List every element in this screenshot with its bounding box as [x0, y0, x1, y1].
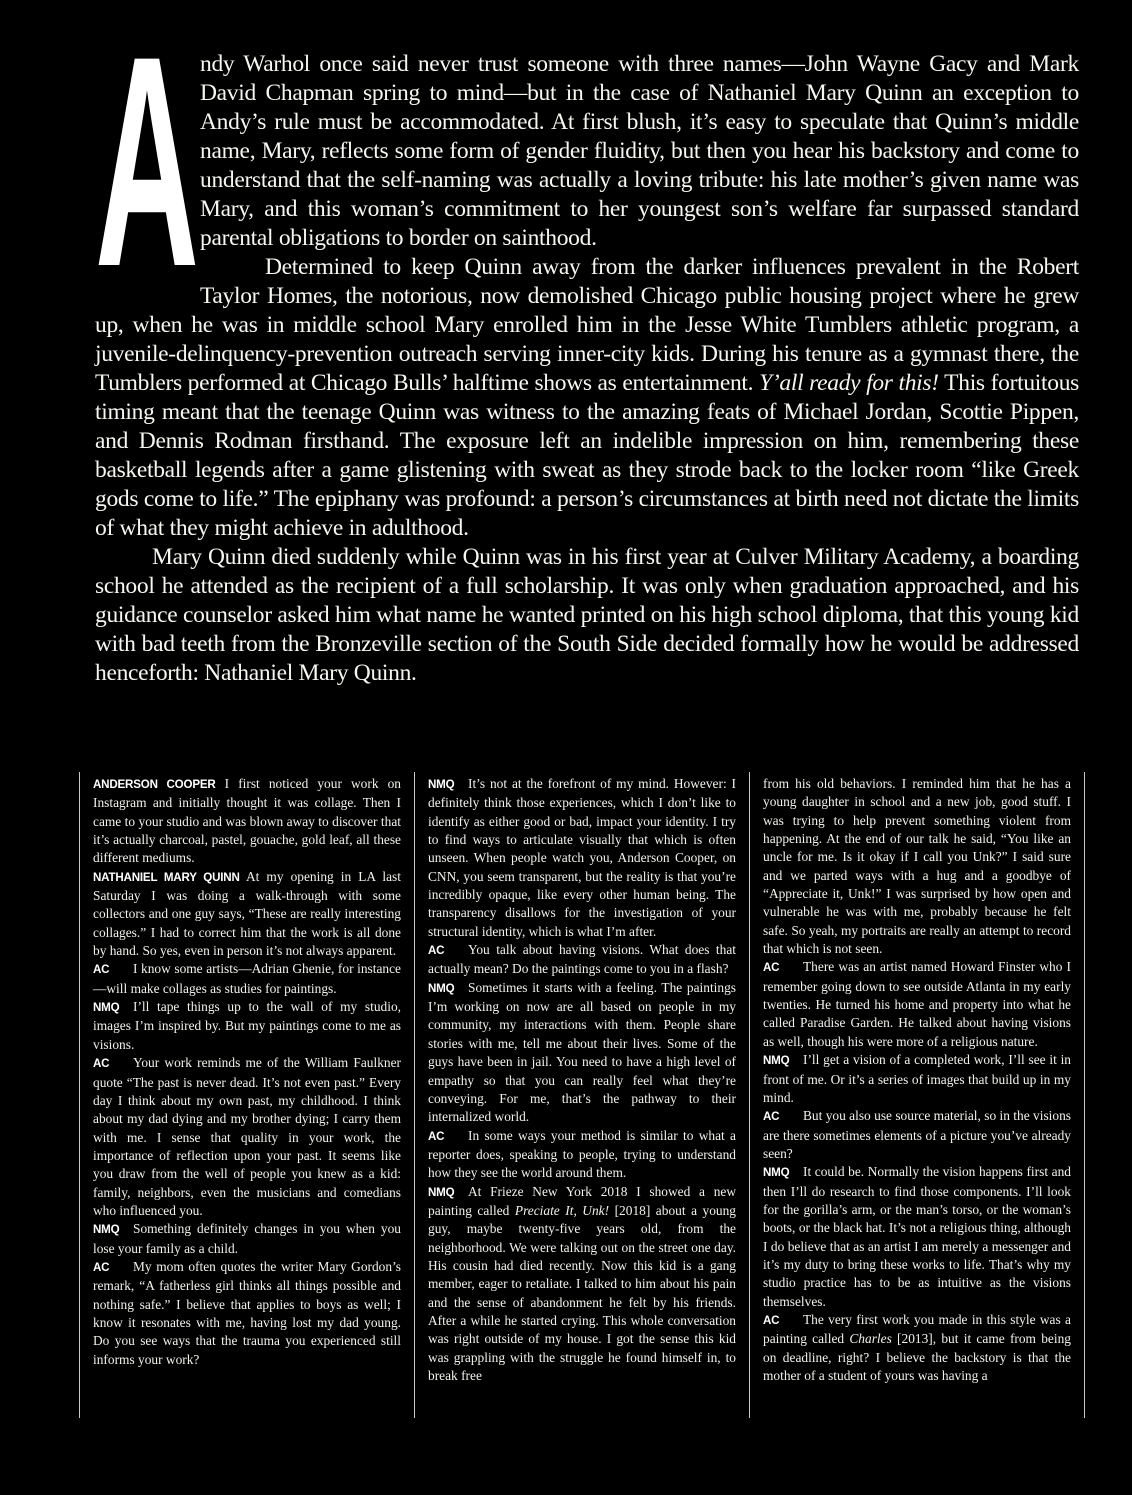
- interview-turn: [428, 1127, 736, 1183]
- interview-turn: [763, 1051, 1071, 1107]
- interview-turn: [763, 958, 1071, 1051]
- speaker-label: AC: [763, 1110, 780, 1124]
- turn-text: It could be. Normally the vision happens first and then I’ll do research to find those components. I’ll look for the gorilla’s arm, or the man’s torso, or the woman’s boots, or the black hat. It’s not a religious thing, although I do believe that as an artist I am merely a messenger and it’s my duty to bring these works to life. That’s why my studio practice has to be as intuitive as the visions themselves.: [763, 1164, 1071, 1309]
- speaker-label: AC: [763, 1313, 780, 1327]
- interview-turn: [763, 1163, 1071, 1311]
- speaker-label: AC: [93, 1260, 110, 1274]
- interview-turn: [763, 1311, 1071, 1385]
- turn-text: At my opening in LA last Saturday I was doing a walk-through with some collectors and one guy says, “These are really interesting collages.” I had to correct him that the work is all done by hand. So yes, even in person it’s not always apparent.: [93, 868, 401, 959]
- interview-turn: [93, 868, 401, 961]
- interview-turn: [428, 979, 736, 1127]
- interview-turn: [428, 941, 736, 979]
- interview-column-1: [80, 772, 415, 1418]
- intro-section: [95, 0, 1079, 688]
- interview-turn: [763, 775, 1071, 958]
- interview-turn: [428, 775, 736, 941]
- turn-text: I’ll tape things up to the wall of my studio, images I’m inspired by. But my paintings come to me as visions.: [93, 999, 401, 1052]
- interview-turn: [93, 998, 401, 1054]
- drop-cap: [95, 0, 200, 329]
- turn-text: I first noticed your work on Instagram and initially thought it was collage. Then I came to your studio and was blown away to discover that it’s actually charcoal, pastel, gouache, gold leaf, all these different mediums.: [93, 776, 401, 866]
- speaker-label: NMQ: [763, 1054, 790, 1068]
- speaker-label: NMQ: [428, 981, 455, 995]
- speaker-label: NMQ: [428, 1185, 455, 1199]
- drop-cap-letter: A: [95, 0, 199, 329]
- interview-turn: [93, 1054, 401, 1220]
- speaker-label: NATHANIEL MARY QUINN: [93, 870, 240, 884]
- speaker-label: AC: [93, 1057, 110, 1071]
- turn-text: There was an artist named Howard Finster who I remember going down to see outside Atlanta in my early twenties. He turned his home and property into what he called Paradise Garden. He talked about having visions as well, though his were more of a religious nature.: [763, 959, 1071, 1049]
- interview-turn: [93, 1220, 401, 1258]
- interview-column-3: [750, 772, 1085, 1418]
- turn-text: My mom often quotes the writer Mary Gordon’s remark, “A fatherless girl thinks all things possible and nothing safe.” I believe that applies to boys as well; I know it resonates with me, having lost my dad young. Do you see ways that the trauma you experienced still informs your work?: [93, 1258, 401, 1367]
- interview-turn: [428, 1183, 736, 1386]
- speaker-label: NMQ: [763, 1166, 790, 1180]
- intro-paragraph: ndy Warhol once said never trust someone with three names—John Wayne Gacy and Mark David Chapman spring to mind—but in the case of Nathaniel Mary Quinn an exception to Andy’s rule must be accommodated. At first blush, it’s easy to speculate that Quinn’s middle name, Mary, reflects some form of gender fluidity, but then you hear his backstory and come to understand that the self-naming was actually a loving tribute: his late mother’s given name was Mary, and this woman’s commitment to her youngest son’s welfare far surpassed standard parental obligations to border on sainthood.: [200, 51, 1079, 251]
- speaker-label: AC: [93, 963, 110, 977]
- speaker-label: AC: [428, 1129, 445, 1143]
- turn-text: Your work reminds me of the William Faulkner quote “The past is never dead. It’s not even past.” Every day I think about my own past, my childhood. I think about my dad dying and my brother dying; I carry them with me. I sense that quality in your work, the importance of reflection upon your past. It seems like you draw from the well of people you knew as a kid: family, neighbors, even the musicians and comedians who influenced you.: [93, 1055, 401, 1218]
- interview-turn: [93, 960, 401, 998]
- turn-text: I know some artists—Adrian Ghenie, for instance—will make collages as studies for paintings.: [93, 961, 401, 996]
- interview-turn: [93, 775, 401, 868]
- turn-text: Something definitely changes in you when you lose your family as a child.: [93, 1221, 401, 1256]
- turn-text: At Frieze New York 2018 I showed a new painting called Preciate It, Unk! [2018] about a young guy, maybe twenty-five years old, from the neighborhood. We were talking out on the street one day. His cousin had died recently. Now this kid is a gang member, eager to retaliate. I talked to him about his pain and the sense of abandonment he felt by his friends. After a while he started crying. This whole conversation was right outside of my house. I got the sense this kid was grappling with the struggle he found himself in, to break free: [428, 1183, 736, 1383]
- intro-paragraph: Determined to keep Quinn away from the darker influences prevalent in the Robert Taylor Homes, the notorious, now demolished Chicago public housing project where he grew up, when he was in middle school Mary enrolled him in the Jesse White Tumblers athletic program, a juvenile-delinquency-prevention outreach serving inner-city kids. During his tenure as a gymnast there, the Tumblers performed at Chicago Bulls’ halftime shows as entertainment. Y’all ready for this! This fortuitous timing meant that the teenage Quinn was witness to the amazing feats of Michael Jordan, Scottie Pippen, and Dennis Rodman firsthand. The exposure left an indelible impression on him, remembering these basketball legends after a game glistening with sweat as they strode back to the locker room “like Greek gods come to life.” The epiphany was profound: a person’s circumstances at birth need not dictate the limits of what they might achieve in adulthood.: [95, 254, 1079, 541]
- speaker-label: AC: [763, 961, 780, 975]
- turn-text: You talk about having visions. What does that actually mean? Do the paintings come to you in a flash?: [428, 942, 736, 977]
- speaker-label: ANDERSON COOPER: [93, 778, 216, 791]
- speaker-label: AC: [428, 944, 445, 958]
- interview-columns: [79, 772, 1085, 1418]
- speaker-label: NMQ: [428, 778, 455, 791]
- turn-text: I’ll get a vision of a completed work, I’ll see it in front of me. Or it’s a series of images that build up in my mind.: [763, 1052, 1071, 1105]
- interview-column-2: [415, 772, 750, 1418]
- turn-text: It’s not at the forefront of my mind. However: I definitely think those experiences, which I don’t like to identify as either good or bad, impact your identity. I try to find ways to articulate visually that which is often unseen. When people watch you, Anderson Cooper, on CNN, you seem transparent, but the reality is that you’re incredibly opaque, like every other human being. The transparency disallows for the investigation of your structural identity, which is what I’m after.: [428, 776, 736, 939]
- turn-text: But you also use source material, so in the visions are there sometimes elements of a picture you’ve already seen?: [763, 1108, 1071, 1161]
- speaker-label: NMQ: [93, 1001, 120, 1015]
- turn-text: Sometimes it starts with a feeling. The paintings I’m working on now are all based on people in my community, my interactions with them. People share stories with me, tell me about their lives. Some of the guys have been in jail. You need to have a high level of empathy so that you can really feel what they’re conveying. For me, that’s the pathway to their internalized world.: [428, 979, 736, 1125]
- speaker-label: NMQ: [93, 1223, 120, 1237]
- interview-turn: [763, 1107, 1071, 1163]
- interview-turn: [93, 1258, 401, 1369]
- turn-text: The very first work you made in this style was a painting called Charles [2013], but it came from being on deadline, right? I believe the backstory is that the mother of a student of yours was having a: [763, 1311, 1071, 1383]
- turn-text: In some ways your method is similar to what a reporter does, speaking to people, trying to understand how they see the world around them.: [428, 1127, 736, 1181]
- turn-text: from his old behaviors. I reminded him that he has a young daughter in school and a new job, good stuff. I was trying to help prevent something violent from happening. At the end of our talk he said, “You like an uncle for me. Is it okay if I call you Unk?” I said sure and we parted ways with a hug and a goodbye of “Appreciate it, Unk!” I was surprised by how open and vulnerable he was with me, probably because he felt safe. So yeah, my portraits are really an attempt to record that which is not seen.: [763, 776, 1071, 957]
- intro-paragraph: Mary Quinn died suddenly while Quinn was in his first year at Culver Military Academy, a boarding school he attended as the recipient of a full scholarship. It was only when graduation approached, and his guidance counselor asked him what name he wanted printed on his high school diploma, that this young kid with bad teeth from the Bronzeville section of the South Side decided formally how he would be addressed henceforth: Nathaniel Mary Quinn.: [95, 544, 1079, 686]
